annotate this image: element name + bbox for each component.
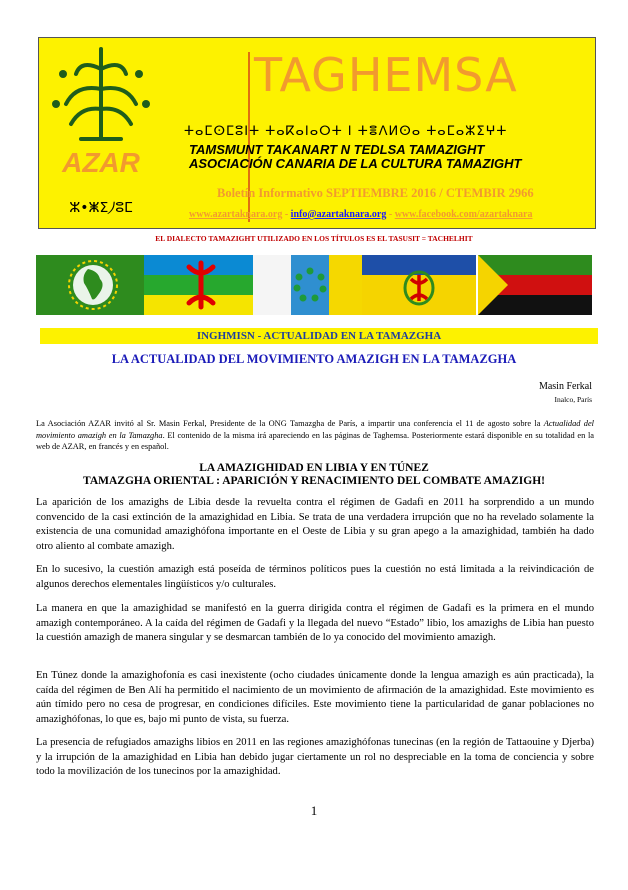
page-number: 1 xyxy=(310,803,318,818)
newsletter-title: TAGHEMSA xyxy=(254,48,518,102)
article-paragraph-5: La presencia de refugiados amazighs libios en 2011 en las regiones amazighófonas tunecinas (en la región de Tattaouine y Djerba) y la irrupción de la amazighidad en Libia han debido jugar ciertamente un rol no despreciable en la toma de conciencia y sobre todo la movilización de los tunecinos por la amazighidad. xyxy=(36,737,594,777)
article-title-line-2: TAMAZGHA ORIENTAL : APARICIÓN Y RENACIMIENTO DEL COMBATE AMAZIGH! xyxy=(83,475,545,487)
amazigh-flag xyxy=(144,255,258,315)
headline: LA ACTUALIDAD DEL MOVIMIENTO AMAZIGH EN LA TAMAZGHA xyxy=(111,352,517,366)
dialect-note: EL DIALECTO TAMAZIGHT UTILIZADO EN LOS TÍTULOS ES EL TASUSIT = TACHELHIT xyxy=(155,234,473,243)
author-affiliation: Inalco, París xyxy=(554,395,592,404)
intro-text: La Asociación AZAR invitó al Sr. Masin Ferkal, Presidente de la ONG Tamazgha de París, a impartir una conferencia el 11 de agosto sobre la xyxy=(36,419,544,428)
article-title-line-1: LA AMAZIGHIDAD EN LIBIA Y EN TÚNEZ xyxy=(199,462,429,474)
african-union-flag xyxy=(36,255,150,315)
article-paragraph-3: La manera en que la amazighidad se manifestó en la guerra dirigida contra el régimen de Gadafi es la primera en el mundo amazigh contemporáneo. A la caída del régimen de Gadafi y la llegada del nuevo “Estado” libio, los amazighs de Libia han puesto la cuestión amazigh de manera singular y se desmarcan también de lo ya conocido del movimiento amazigh. xyxy=(36,603,594,643)
author-name: Masin Ferkal xyxy=(538,381,592,392)
tifinagh-subtitle: ⵜⴰⵎⵙⵎⵓⵏⵜ ⵜⴰⴽⴰⵏⴰⵔⵜ ⵏ ⵜⴻⴷⵍⵙⴰ ⵜⴰⵎⴰⵣⵉⵖⵜ xyxy=(184,124,508,139)
svg-text:ⵣ•ⵥⵉ⵰ⵓⵎ: ⵣ•ⵥⵉ⵰ⵓⵎ xyxy=(69,200,133,216)
intro-paragraph xyxy=(36,418,594,453)
subtitle-amazigh: TAMSMUNT TAKANART N TEDLSA TAMAZIGHT xyxy=(189,142,485,157)
article-paragraph-4: En Túnez donde la amazighofonía es casi inexistente (ocho ciudades únicamente donde la lengua amazigh es aún practicada), la caída del régimen de Ben Alí ha permitido el nacimiento de un movimiento de afirmación de la amazighidad. Este movimiento es aún tímido pero no cesa de progresar, en condiciones difíciles. Este movimiento tiene la particularidad de ganar poblaciones no amazighófonas, lo que es, bajo mi punto de vista, su fuerza. xyxy=(36,670,594,725)
canary-independence-flag xyxy=(253,255,367,315)
subtitle-spanish: ASOCIACIÓN CANARIA DE LA CULTURA TAMAZIGHT xyxy=(189,156,522,171)
section-title: INGHMISN - ACTUALIDAD EN LA TAMAZGHA xyxy=(40,328,598,344)
link-separator: - xyxy=(282,209,291,220)
link-separator: - xyxy=(386,209,395,220)
azar-logo xyxy=(41,44,161,224)
website-link[interactable]: www.azartaknara.org xyxy=(189,209,283,220)
facebook-link[interactable]: www.facebook.com/azartaknara xyxy=(394,209,533,220)
intro-italic: Actualidad del movimiento amazigh en la Tamazgha xyxy=(36,419,595,440)
masthead xyxy=(38,37,596,229)
azawad-flag xyxy=(478,255,592,315)
article-title xyxy=(0,462,628,488)
article-paragraph-1: La aparición de los amazighs de Libia desde la revuelta contra el régimen de Gadafi en 2011 ha sorprendido a un mundo convencido de la casi extinción de la amazighidad en Libia. Se trata de una verdadera irrupción que no ha revelado solamente la existencia de una comunidad amazighófona importante en el Oeste de Libia y su gran apego a la amazighidad, también ha dado otro aliento al combate amazigh. xyxy=(36,497,594,552)
svg-text:AZAR: AZAR xyxy=(62,147,140,178)
intro-text: . El contenido de la misma irá apareciendo en las páginas de Taghemsa. Posteriormente estará disponible en su totalidad en la web de AZAR, en francés y en español. xyxy=(36,430,594,451)
article-paragraph-2: En lo sucesivo, la cuestión amazigh está poseída de términos políticos pues la cuestión no está limitada a la reivindicación de algunos derechos elementales lingüísticos y/o culturales. xyxy=(36,564,594,590)
header-links xyxy=(189,209,532,220)
email-link[interactable]: info@azartaknara.org xyxy=(290,209,387,220)
kabyle-flag xyxy=(362,255,476,315)
issue-date: Boletín Informativo SEPTIEMBRE 2016 / CTEMBIR 2966 xyxy=(217,186,534,200)
